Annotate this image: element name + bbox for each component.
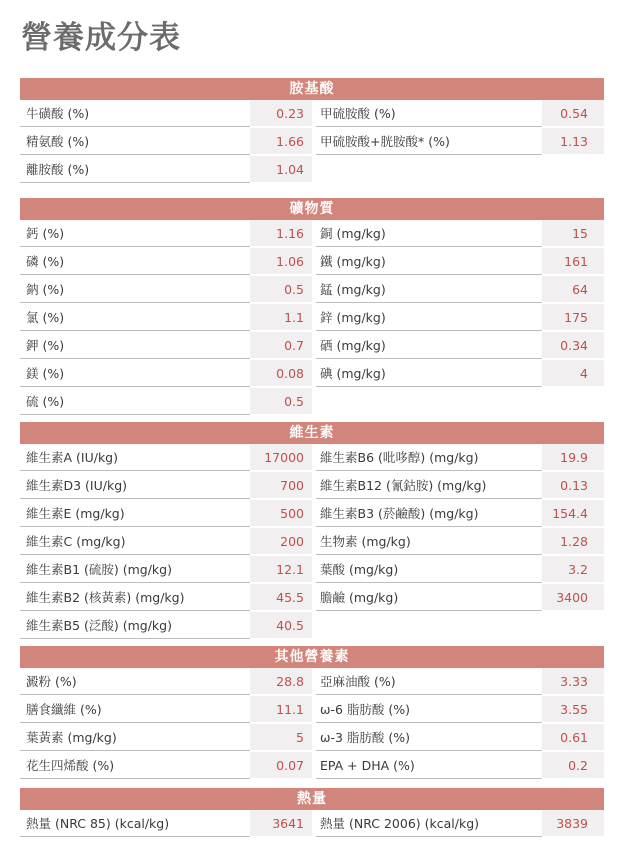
nutrient-name: 維生素D3 (IU/kg)	[20, 472, 250, 499]
nutrient-name: 葉黃素 (mg/kg)	[20, 724, 250, 751]
nutrient-name: ω-3 脂肪酸 (%)	[316, 724, 542, 751]
table-row	[20, 472, 604, 500]
nutrient-value: 40.5	[250, 612, 312, 639]
nutrient-name: 甲硫胺酸 (%)	[316, 100, 542, 127]
section-header: 維生素	[20, 422, 604, 444]
nutrient-value: 1.04	[250, 156, 312, 183]
nutrient-value: 45.5	[250, 584, 312, 611]
nutrient-name: 熱量 (NRC 2006) (kcal/kg)	[316, 810, 542, 837]
nutrient-name: 維生素B6 (吡哆醇) (mg/kg)	[316, 444, 542, 471]
nutrient-value: 154.4	[542, 500, 604, 527]
table-row	[20, 220, 604, 248]
nutrient-name: 硒 (mg/kg)	[316, 332, 542, 359]
nutrient-name: 亞麻油酸 (%)	[316, 668, 542, 695]
nutrient-name: 維生素B3 (菸鹼酸) (mg/kg)	[316, 500, 542, 527]
nutrient-name: 膽鹼 (mg/kg)	[316, 584, 542, 611]
nutrient-value: 1.66	[250, 128, 312, 155]
nutrient-value: 1.28	[542, 528, 604, 555]
table-row	[20, 668, 604, 696]
nutrient-name: 維生素B5 (泛酸) (mg/kg)	[20, 612, 250, 639]
nutrient-name: 甲硫胺酸+胱胺酸* (%)	[316, 128, 542, 155]
table-row	[20, 304, 604, 332]
nutrient-value: 3.55	[542, 696, 604, 723]
nutrient-value: 17000	[250, 444, 312, 471]
table-row	[20, 332, 604, 360]
nutrient-name: 鋅 (mg/kg)	[316, 304, 542, 331]
nutrient-name: 維生素C (mg/kg)	[20, 528, 250, 555]
table-row	[20, 444, 604, 472]
section-header: 礦物質	[20, 198, 604, 220]
nutrient-value: 3.33	[542, 668, 604, 695]
nutrient-value: 0.08	[250, 360, 312, 387]
nutrient-value: 15	[542, 220, 604, 247]
nutrient-name: 硫 (%)	[20, 388, 250, 415]
nutrient-value: 11.1	[250, 696, 312, 723]
nutrient-value: 161	[542, 248, 604, 275]
nutrient-name: 生物素 (mg/kg)	[316, 528, 542, 555]
nutrient-name: 澱粉 (%)	[20, 668, 250, 695]
nutrient-name: 銅 (mg/kg)	[316, 220, 542, 247]
nutrient-name: 熱量 (NRC 85) (kcal/kg)	[20, 810, 250, 837]
section-header: 熱量	[20, 788, 604, 810]
nutrient-value: 1.1	[250, 304, 312, 331]
section-header: 其他營養素	[20, 646, 604, 668]
nutrient-value: 4	[542, 360, 604, 387]
nutrient-name: EPA + DHA (%)	[316, 752, 542, 779]
nutrient-name: 錳 (mg/kg)	[316, 276, 542, 303]
table-row	[20, 696, 604, 724]
nutrient-value: 5	[250, 724, 312, 751]
nutrient-value: 1.06	[250, 248, 312, 275]
section-4	[20, 646, 604, 780]
nutrient-value: 1.16	[250, 220, 312, 247]
nutrient-name: 鎂 (%)	[20, 360, 250, 387]
nutrient-value: 0.54	[542, 100, 604, 127]
nutrient-name: 鉀 (%)	[20, 332, 250, 359]
nutrient-name: 維生素B12 (氰鈷胺) (mg/kg)	[316, 472, 542, 499]
nutrient-value: 3400	[542, 584, 604, 611]
nutrient-name: 氯 (%)	[20, 304, 250, 331]
nutrient-value: 0.34	[542, 332, 604, 359]
nutrient-value: 0.5	[250, 276, 312, 303]
table-row	[20, 128, 604, 156]
nutrient-name: 離胺酸 (%)	[20, 156, 250, 183]
nutrient-name: 維生素B1 (硫胺) (mg/kg)	[20, 556, 250, 583]
nutrient-name: 維生素B2 (核黃素) (mg/kg)	[20, 584, 250, 611]
section-5	[20, 788, 604, 838]
nutrient-value: 700	[250, 472, 312, 499]
nutrient-name: 葉酸 (mg/kg)	[316, 556, 542, 583]
section-1	[20, 78, 604, 184]
table-row	[20, 556, 604, 584]
table-row	[20, 752, 604, 780]
nutrient-name: 精氨酸 (%)	[20, 128, 250, 155]
table-row	[20, 528, 604, 556]
nutrient-value: 0.23	[250, 100, 312, 127]
nutrient-value: 0.61	[542, 724, 604, 751]
nutrient-name: 鈉 (%)	[20, 276, 250, 303]
nutrient-value: 28.8	[250, 668, 312, 695]
nutrient-value: 12.1	[250, 556, 312, 583]
nutrient-value: 0.5	[250, 388, 312, 415]
nutrient-value: 200	[250, 528, 312, 555]
nutrient-value: 3641	[250, 810, 312, 837]
nutrient-name: 維生素E (mg/kg)	[20, 500, 250, 527]
table-row	[20, 276, 604, 304]
nutrient-value: 1.13	[542, 128, 604, 155]
nutrient-value: 0.07	[250, 752, 312, 779]
table-row	[20, 612, 604, 640]
nutrient-value: 500	[250, 500, 312, 527]
nutrient-name: 磷 (%)	[20, 248, 250, 275]
nutrient-value: 175	[542, 304, 604, 331]
table-row	[20, 360, 604, 388]
nutrient-value: 0.2	[542, 752, 604, 779]
nutrient-value: 64	[542, 276, 604, 303]
table-row	[20, 500, 604, 528]
nutrient-value: 3.2	[542, 556, 604, 583]
section-3	[20, 422, 604, 640]
nutrient-name: 膳食纖維 (%)	[20, 696, 250, 723]
nutrient-name: 碘 (mg/kg)	[316, 360, 542, 387]
page-title: 營養成分表	[21, 20, 181, 56]
section-2	[20, 198, 604, 416]
nutrient-name: 牛磺酸 (%)	[20, 100, 250, 127]
table-row	[20, 810, 604, 838]
section-header: 胺基酸	[20, 78, 604, 100]
table-row	[20, 584, 604, 612]
table-row	[20, 388, 604, 416]
table-row	[20, 724, 604, 752]
table-row	[20, 156, 604, 184]
nutrient-name: 鐵 (mg/kg)	[316, 248, 542, 275]
nutrient-value: 0.7	[250, 332, 312, 359]
nutrient-value: 0.13	[542, 472, 604, 499]
table-row	[20, 248, 604, 276]
nutrient-value: 19.9	[542, 444, 604, 471]
nutrient-name: 鈣 (%)	[20, 220, 250, 247]
table-row	[20, 100, 604, 128]
nutrient-value: 3839	[542, 810, 604, 837]
nutrient-name: 花生四烯酸 (%)	[20, 752, 250, 779]
nutrient-name: ω-6 脂肪酸 (%)	[316, 696, 542, 723]
nutrient-name: 維生素A (IU/kg)	[20, 444, 250, 471]
